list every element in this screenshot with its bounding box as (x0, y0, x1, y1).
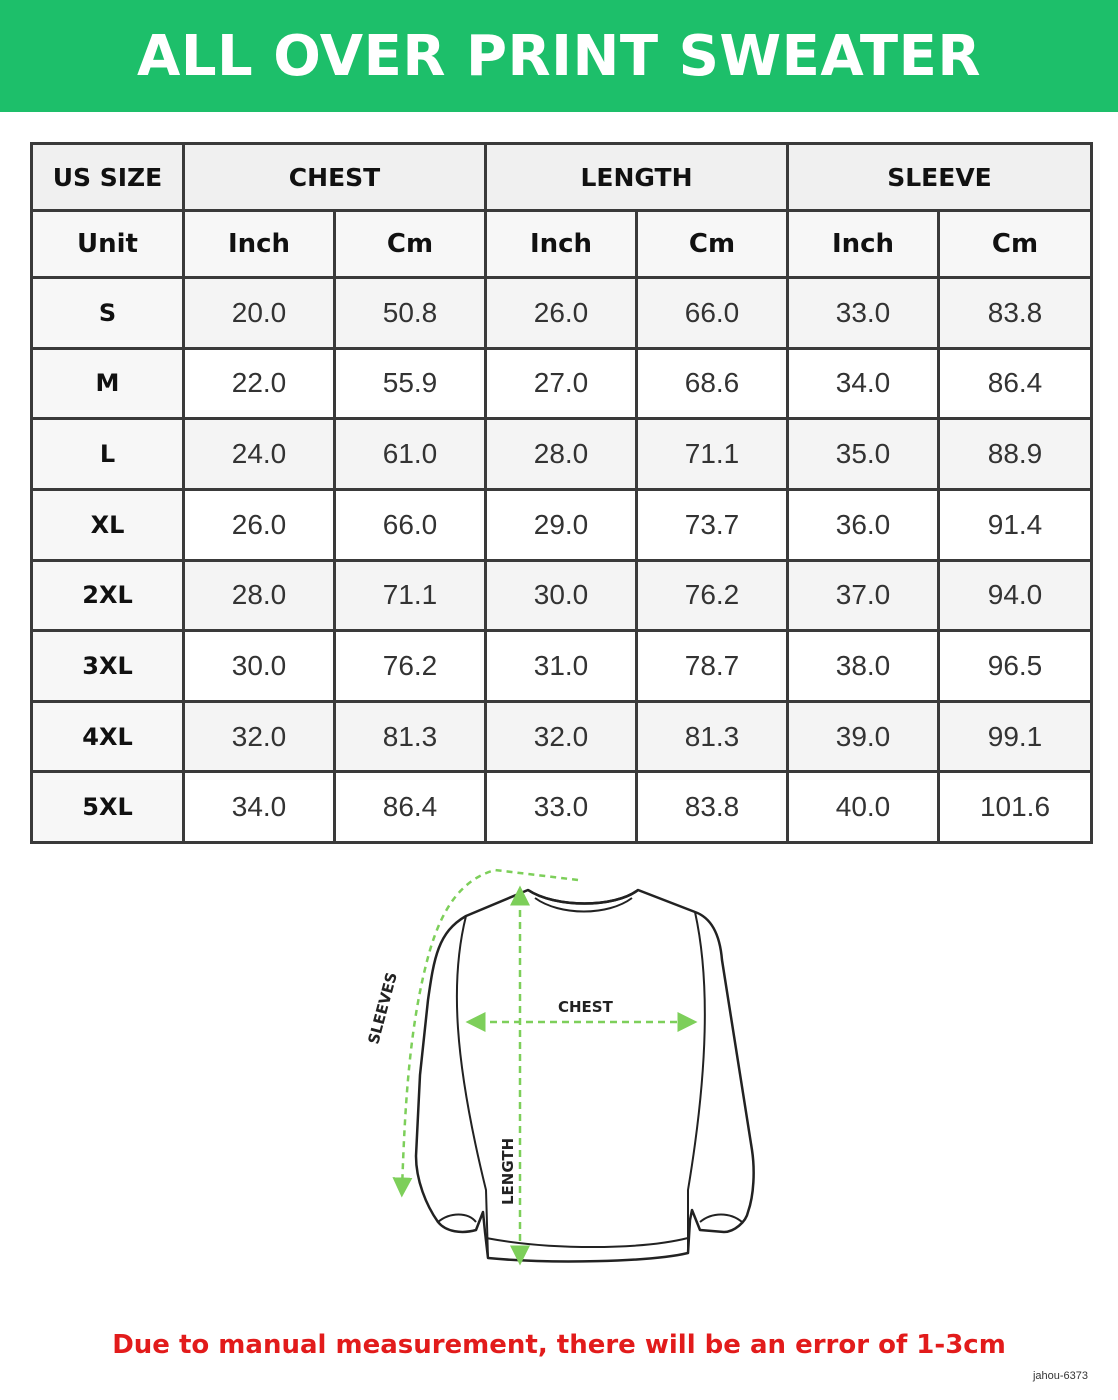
title-banner (0, 0, 1118, 112)
table-row (32, 772, 1092, 843)
measurement-cell: 36.0 (788, 489, 939, 560)
header-chest-cm: Cm (335, 211, 486, 278)
table-body (32, 278, 1092, 843)
measurement-cell: 37.0 (788, 560, 939, 631)
header-unit: Unit (32, 211, 184, 278)
measurement-cell: 61.0 (335, 419, 486, 490)
measurement-cell: 30.0 (184, 631, 335, 702)
measurement-cell: 81.3 (637, 701, 788, 772)
header-length: LENGTH (486, 144, 788, 211)
table-row (32, 348, 1092, 419)
measurement-cell: 99.1 (939, 701, 1092, 772)
chest-label: CHEST (558, 998, 613, 1016)
length-label: LENGTH (499, 1137, 517, 1205)
measurement-cell: 76.2 (637, 560, 788, 631)
measurement-cell: 20.0 (184, 278, 335, 349)
table-row (32, 701, 1092, 772)
measurement-cell: 71.1 (637, 419, 788, 490)
measurement-cell: 32.0 (486, 701, 637, 772)
measurement-cell: 28.0 (184, 560, 335, 631)
size-cell: L (32, 419, 184, 490)
measurement-cell: 71.1 (335, 560, 486, 631)
table-row (32, 278, 1092, 349)
table-row (32, 560, 1092, 631)
group-header-row (32, 144, 1092, 211)
table-row (32, 419, 1092, 490)
measurement-cell: 33.0 (788, 278, 939, 349)
measurement-cell: 38.0 (788, 631, 939, 702)
measurement-cell: 76.2 (335, 631, 486, 702)
measurement-note (0, 1330, 1118, 1360)
measurement-cell: 96.5 (939, 631, 1092, 702)
sleeves-label: SLEEVES (364, 970, 401, 1047)
measurement-cell: 50.8 (335, 278, 486, 349)
measurement-cell: 101.6 (939, 772, 1092, 843)
measurement-cell: 30.0 (486, 560, 637, 631)
unit-header-row (32, 211, 1092, 278)
header-chest-inch: Inch (184, 211, 335, 278)
table-row (32, 489, 1092, 560)
header-chest: CHEST (184, 144, 486, 211)
measurement-cell: 33.0 (486, 772, 637, 843)
size-cell: 2XL (32, 560, 184, 631)
measurement-cell: 34.0 (184, 772, 335, 843)
size-cell: M (32, 348, 184, 419)
measurement-cell: 86.4 (939, 348, 1092, 419)
measurement-cell: 34.0 (788, 348, 939, 419)
table-row (32, 631, 1092, 702)
measurement-cell: 78.7 (637, 631, 788, 702)
measurement-cell: 22.0 (184, 348, 335, 419)
measurement-cell: 94.0 (939, 560, 1092, 631)
page-title: ALL OVER PRINT SWEATER (137, 23, 981, 89)
measurement-cell: 86.4 (335, 772, 486, 843)
measurement-cell: 83.8 (637, 772, 788, 843)
measurement-cell: 68.6 (637, 348, 788, 419)
measurement-cell: 66.0 (335, 489, 486, 560)
measurement-cell: 28.0 (486, 419, 637, 490)
measurement-cell: 83.8 (939, 278, 1092, 349)
measurement-cell: 81.3 (335, 701, 486, 772)
measurement-cell: 32.0 (184, 701, 335, 772)
measurement-cell: 26.0 (184, 489, 335, 560)
measurement-cell: 39.0 (788, 701, 939, 772)
measurement-cell: 40.0 (788, 772, 939, 843)
measurement-cell: 31.0 (486, 631, 637, 702)
header-sleeve: SLEEVE (788, 144, 1092, 211)
size-cell: 5XL (32, 772, 184, 843)
size-cell: 3XL (32, 631, 184, 702)
size-cell: XL (32, 489, 184, 560)
watermark: jahou-6373 (1032, 1370, 1088, 1382)
measurement-cell: 26.0 (486, 278, 637, 349)
measurement-cell: 88.9 (939, 419, 1092, 490)
header-sleeve-inch: Inch (788, 211, 939, 278)
measurement-cell: 55.9 (335, 348, 486, 419)
measurement-cell: 24.0 (184, 419, 335, 490)
measurement-cell: 73.7 (637, 489, 788, 560)
measurement-cell: 35.0 (788, 419, 939, 490)
header-sleeve-cm: Cm (939, 211, 1092, 278)
header-us-size: US SIZE (32, 144, 184, 211)
size-cell: 4XL (32, 701, 184, 772)
measurement-cell: 91.4 (939, 489, 1092, 560)
header-length-inch: Inch (486, 211, 637, 278)
measurement-cell: 29.0 (486, 489, 637, 560)
size-cell: S (32, 278, 184, 349)
sweater-outline-icon (350, 860, 770, 1310)
measurement-cell: 27.0 (486, 348, 637, 419)
header-length-cm: Cm (637, 211, 788, 278)
sweater-diagram (350, 860, 770, 1310)
size-chart-table (30, 142, 1093, 844)
measurement-note-text: Due to manual measurement, there will be an error of 1-3cm (112, 1330, 1006, 1360)
measurement-cell: 66.0 (637, 278, 788, 349)
